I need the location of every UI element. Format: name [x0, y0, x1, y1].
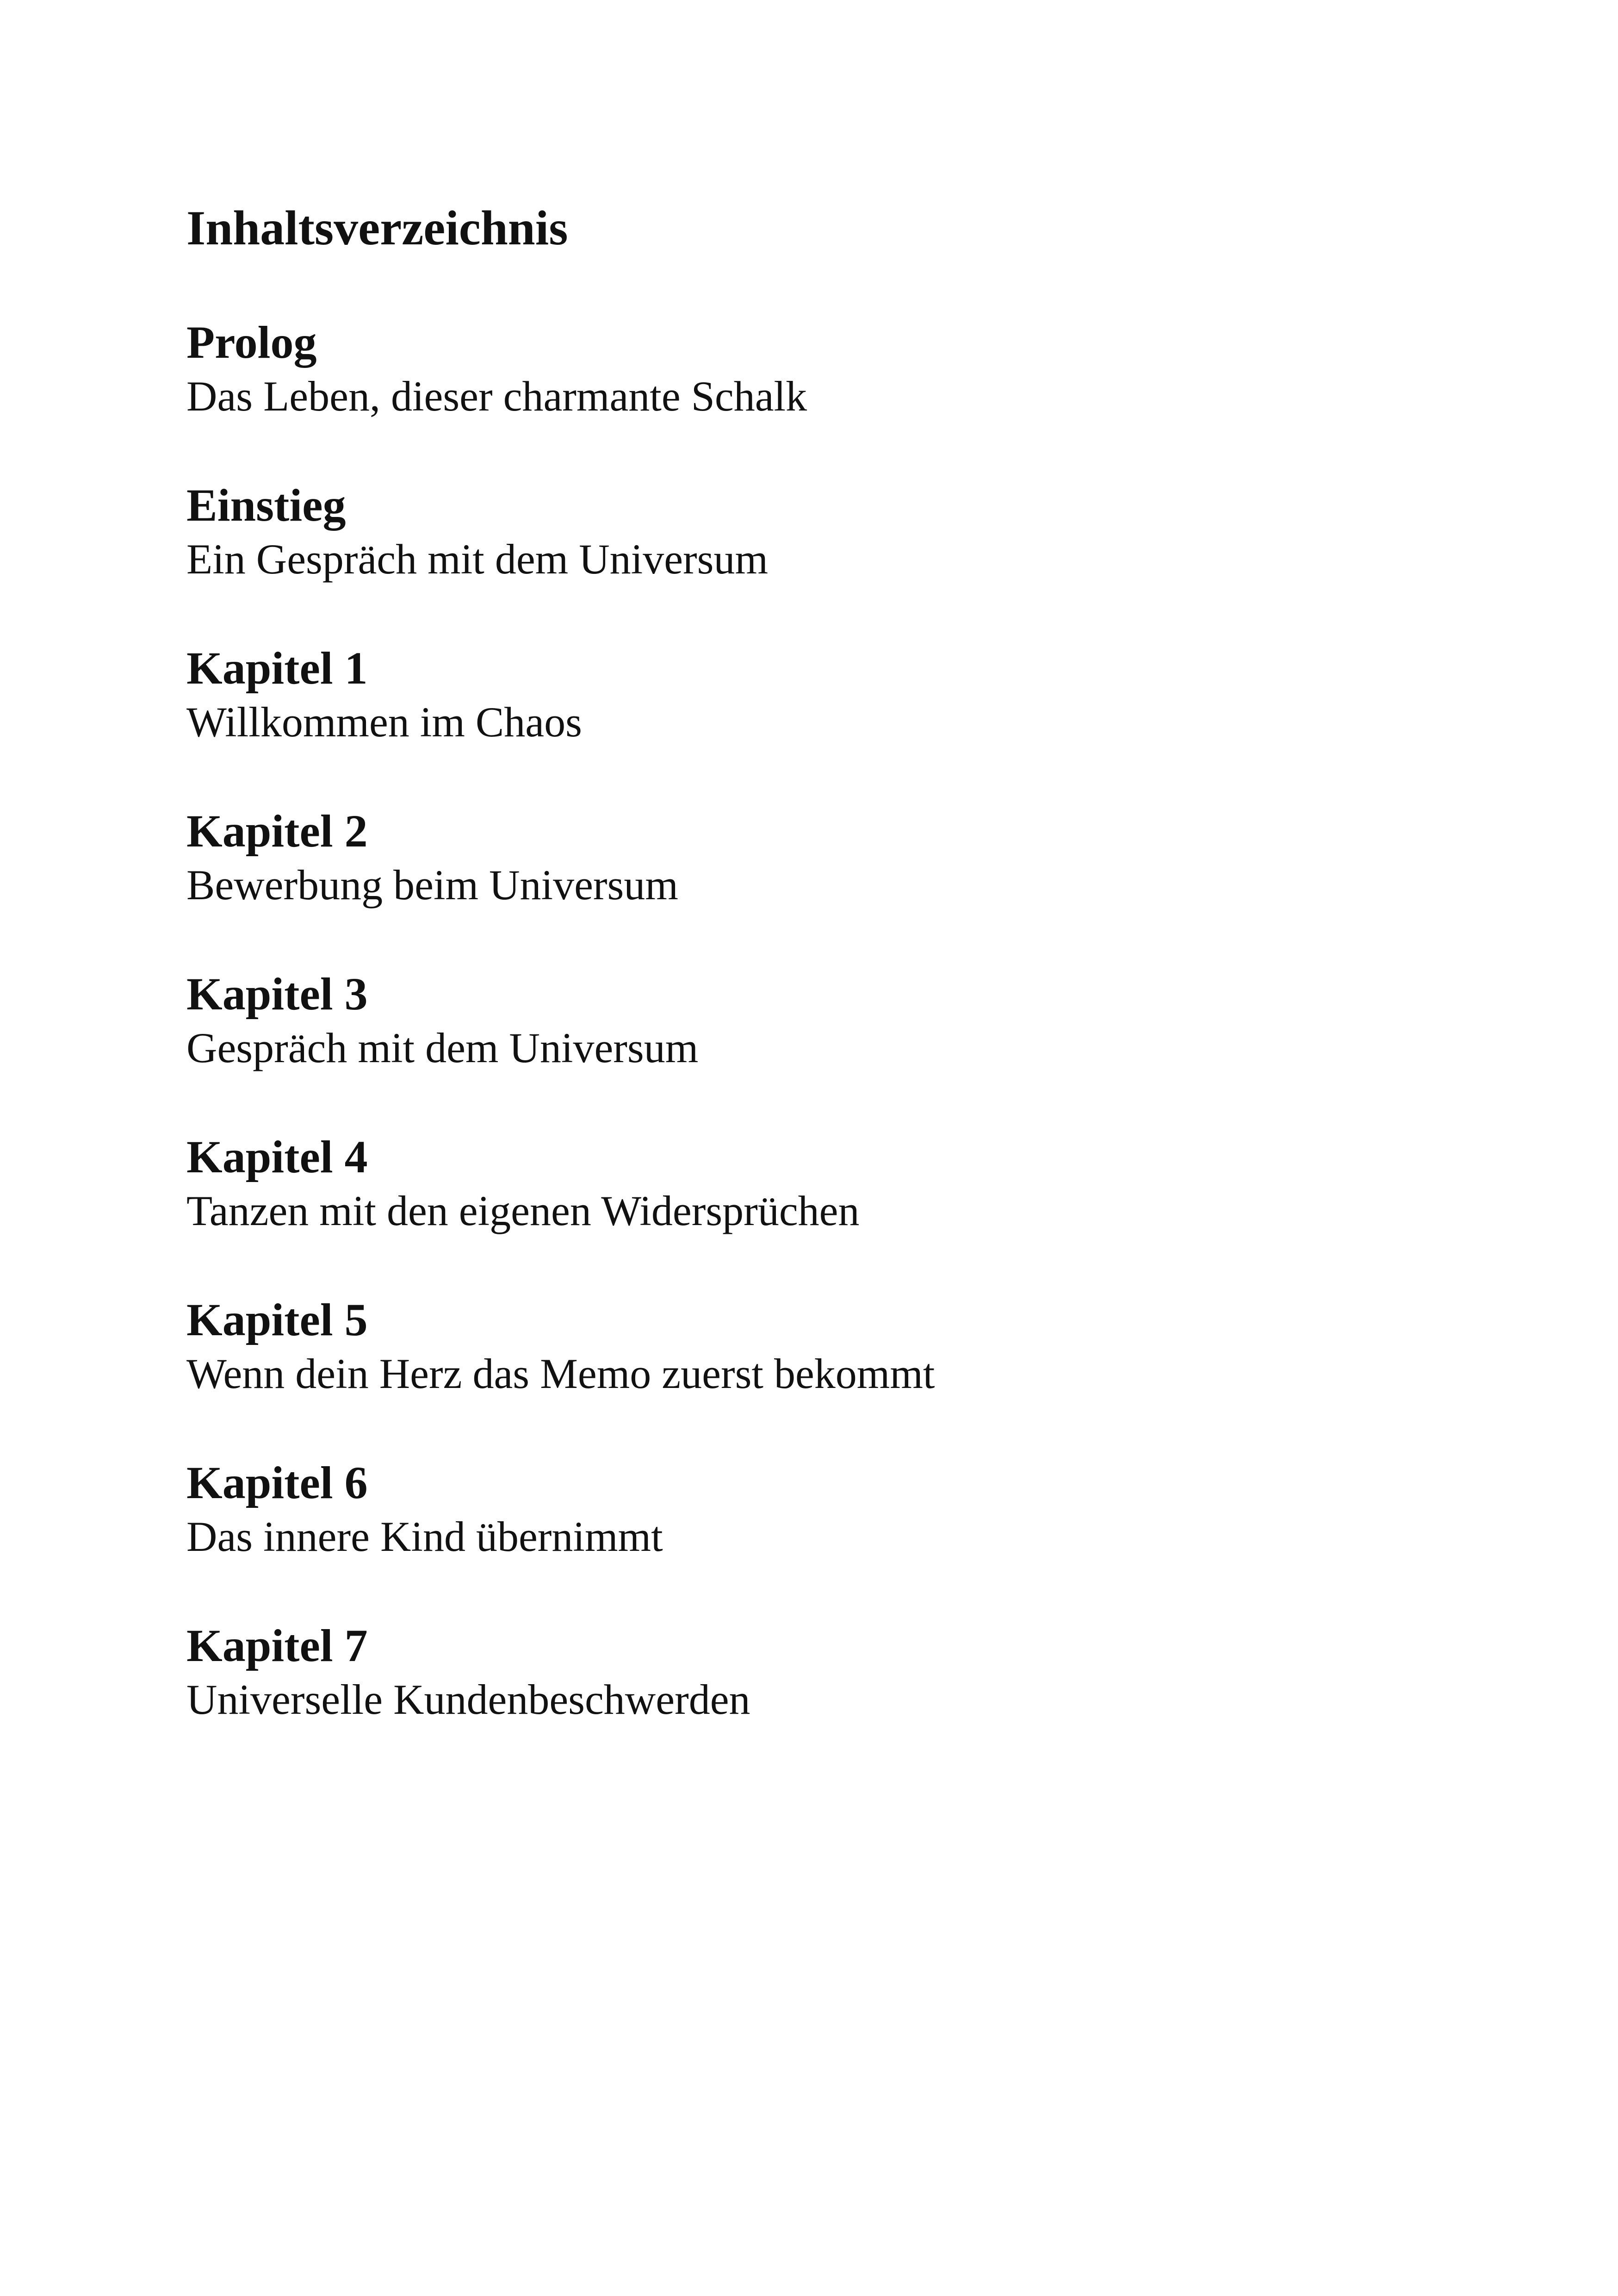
toc-entry-subtitle: Willkommen im Chaos	[186, 698, 582, 746]
toc-entry-subtitle: Bewerbung beim Universum	[186, 861, 678, 908]
toc-entry-subtitle: Wenn dein Herz das Memo zuerst bekommt	[186, 1350, 935, 1397]
toc-entry-heading: Kapitel 6	[186, 1457, 368, 1508]
toc-entry-kapitel-3	[186, 966, 935, 1129]
toc-entry-subtitle: Tanzen mit den eigenen Widersprüchen	[186, 1187, 860, 1234]
toc-entry-einstieg	[186, 478, 935, 641]
toc-entry-heading: Kapitel 2	[186, 805, 368, 857]
toc-entry-heading: Kapitel 3	[186, 968, 368, 1020]
toc-entry-subtitle: Das innere Kind übernimmt	[186, 1513, 663, 1560]
toc-entry-kapitel-5	[186, 1292, 935, 1455]
toc-entry-kapitel-2	[186, 803, 935, 966]
toc-entry-prolog	[186, 315, 935, 478]
toc-entry-kapitel-6	[186, 1455, 935, 1618]
toc-entry-kapitel-7	[186, 1618, 935, 1781]
toc-entry-heading: Kapitel 7	[186, 1620, 368, 1671]
toc-title: Inhaltsverzeichnis	[186, 201, 568, 255]
toc-entry-subtitle: Das Leben, dieser charmante Schalk	[186, 373, 807, 420]
toc-entry-subtitle: Universelle Kundenbeschwerden	[186, 1676, 750, 1723]
toc-entry-heading: Kapitel 4	[186, 1131, 368, 1182]
toc-list	[186, 315, 935, 1781]
toc-entry-heading: Einstieg	[186, 479, 346, 531]
toc-entry-kapitel-4	[186, 1129, 935, 1292]
toc-entry-kapitel-1	[186, 641, 935, 803]
toc-entry-heading: Kapitel 5	[186, 1294, 368, 1345]
toc-entry-subtitle: Ein Gespräch mit dem Universum	[186, 535, 769, 583]
toc-entry-subtitle: Gespräch mit dem Universum	[186, 1024, 699, 1071]
toc-entry-heading: Kapitel 1	[186, 642, 368, 694]
toc-entry-heading: Prolog	[186, 317, 317, 368]
